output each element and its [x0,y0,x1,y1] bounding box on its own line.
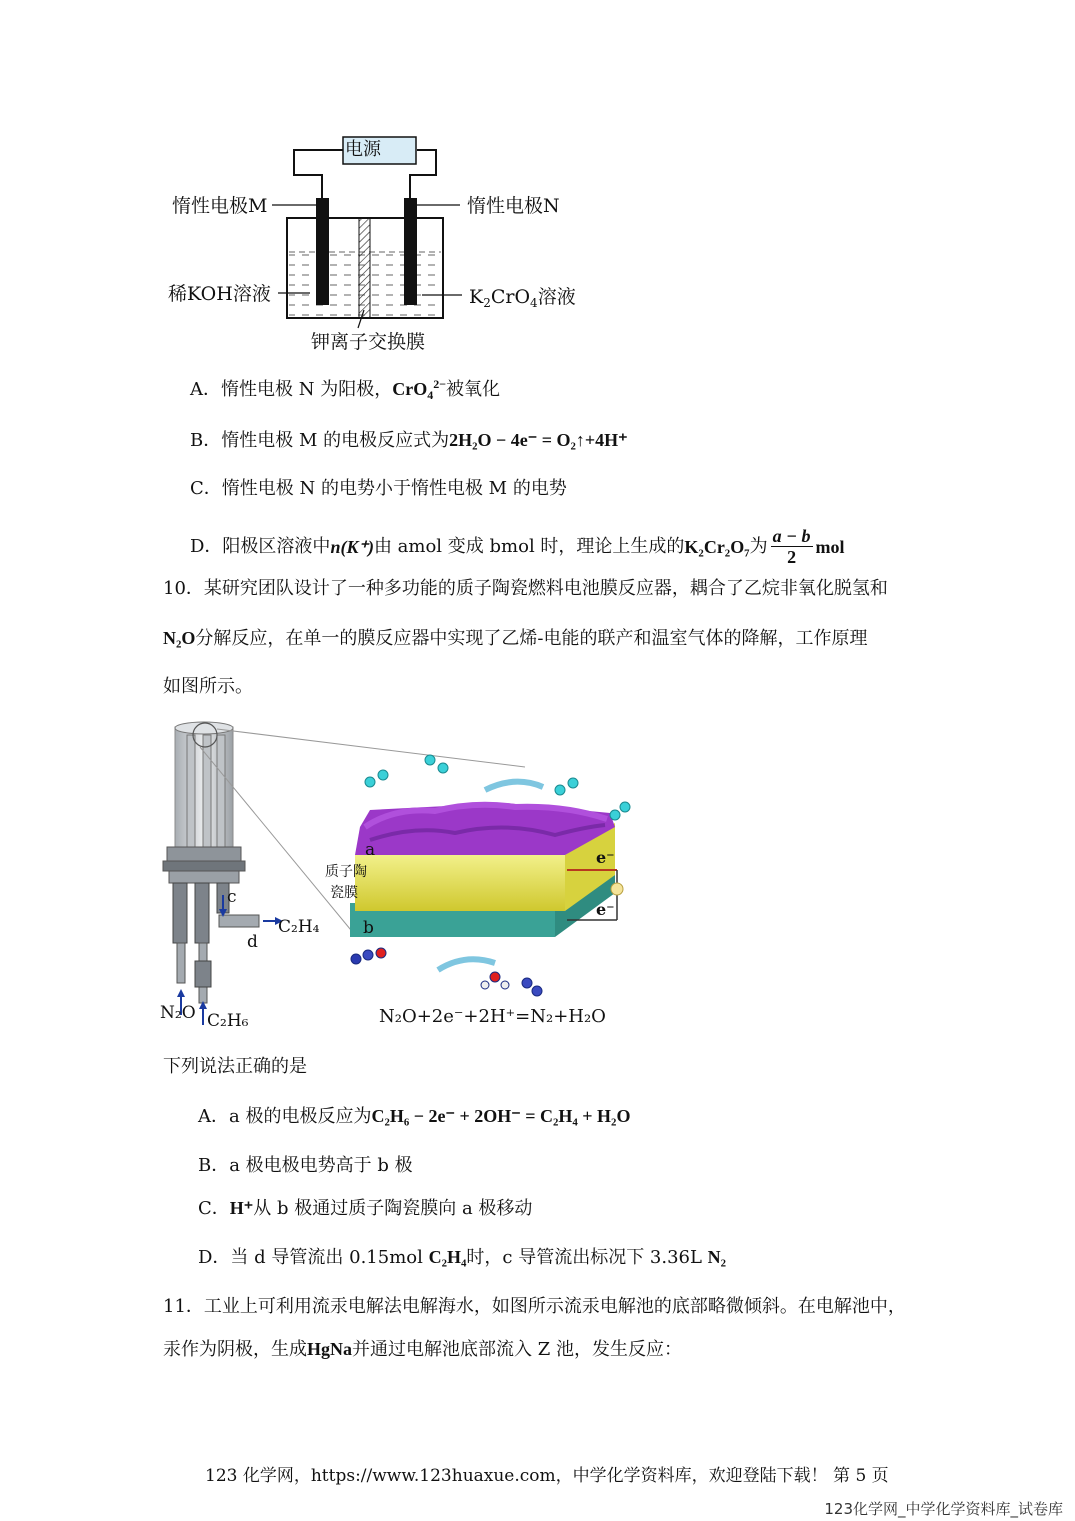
fig-label-a: a [365,840,376,860]
q10-option-d: D．当 d 导管流出 0.15mol C₂H₄时，c 导管流出标况下 3.36L N₂ [198,1247,727,1268]
fig-label-b: b [363,918,374,938]
q10-line1: 10．某研究团队设计了一种多功能的质子陶瓷燃料电池膜反应器，耦合了乙烷非氧化脱氢和 [163,578,888,599]
left-solution-label: 稀KOH溶液 [168,283,271,305]
right-solution-label: $K_2CrO_4$溶液 [469,286,576,310]
fig-c2h6-label: C₂H₆ [207,1011,249,1031]
fig-c2h4-label: C₂H₄ [278,917,320,937]
fraction-numerator: a − b [772,526,811,546]
q11-line2: 汞作为阴极，生成HgNa并通过电解池底部流入 Z 池，发生反应： [163,1339,682,1360]
q9-option-c: C．惰性电极 N 的电势小于惰性电极 M 的电势 [190,478,567,499]
electrode-n-label: 惰性电极N [467,195,560,217]
q10-option-a: A．a 极的电极反应为C₂H₆ − 2e⁻ + 2OH⁻ = C₂H₄ + H₂O [198,1106,631,1127]
q10-option-c: C．H⁺从 b 极通过质子陶瓷膜向 a 极移动 [198,1198,533,1219]
q9-option-d: D．阳极区溶液中 n(K⁺) 由 amol 变成 bmol 时，理论上生成的 K₂Cr₂O₇ 为 $\frac{a - b}{2}$ mol [190,526,845,567]
fig-equation: N₂O+2e⁻+2H⁺=N₂+H₂O [379,1006,606,1027]
q10-question: 下列说法正确的是 [163,1056,307,1077]
fig-label-d: d [247,932,258,952]
q11-line1: 11．工业上可利用流汞电解法电解海水，如图所示流汞电解池的底部略微倾斜。在电解池中， [163,1296,906,1317]
membrane-reactor-diagram [155,715,655,1035]
electrode-m [316,198,329,305]
q10-line2: N₂O分解反应，在单一的膜反应器中实现了乙烯-电能的联产和温室气体的降解，工作原理 [163,628,868,649]
watermark: 123化学网_中学化学资料库_试卷库 [824,1500,1063,1518]
membrane-label: 钾离子交换膜 [311,331,426,353]
fig-n2o-label: N₂O [160,1003,196,1023]
q9-option-a: A．惰性电极 N 为阳极，CrO$_4^{2-}$被氧化 [190,377,501,402]
fig-electron-2: e⁻ [596,900,615,919]
fig-membrane-label-1: 质子陶 [325,864,367,880]
electrode-m-label: 惰性电极M [172,195,268,217]
electrolysis-cell-diagram [160,130,600,360]
page-footer: 123 化学网，https://www.123huaxue.com，中学化学资料库，欢迎登陆下载！ 第 5 页 [205,1466,889,1486]
electrode-n [404,198,417,305]
power-label: 电源 [345,139,381,160]
fig-membrane-label-2: 瓷膜 [330,885,358,901]
q10-line3: 如图所示。 [163,676,253,697]
q9-option-b: B．惰性电极 M 的电极反应式为2H₂O − 4e⁻ = O₂↑+4H⁺ [190,430,628,451]
fraction-denominator: 2 [787,547,797,567]
q10-option-b: B．a 极电极电势高于 b 极 [198,1155,413,1176]
fig-electron-1: e⁻ [596,848,615,867]
fig-label-c: c [227,887,237,907]
